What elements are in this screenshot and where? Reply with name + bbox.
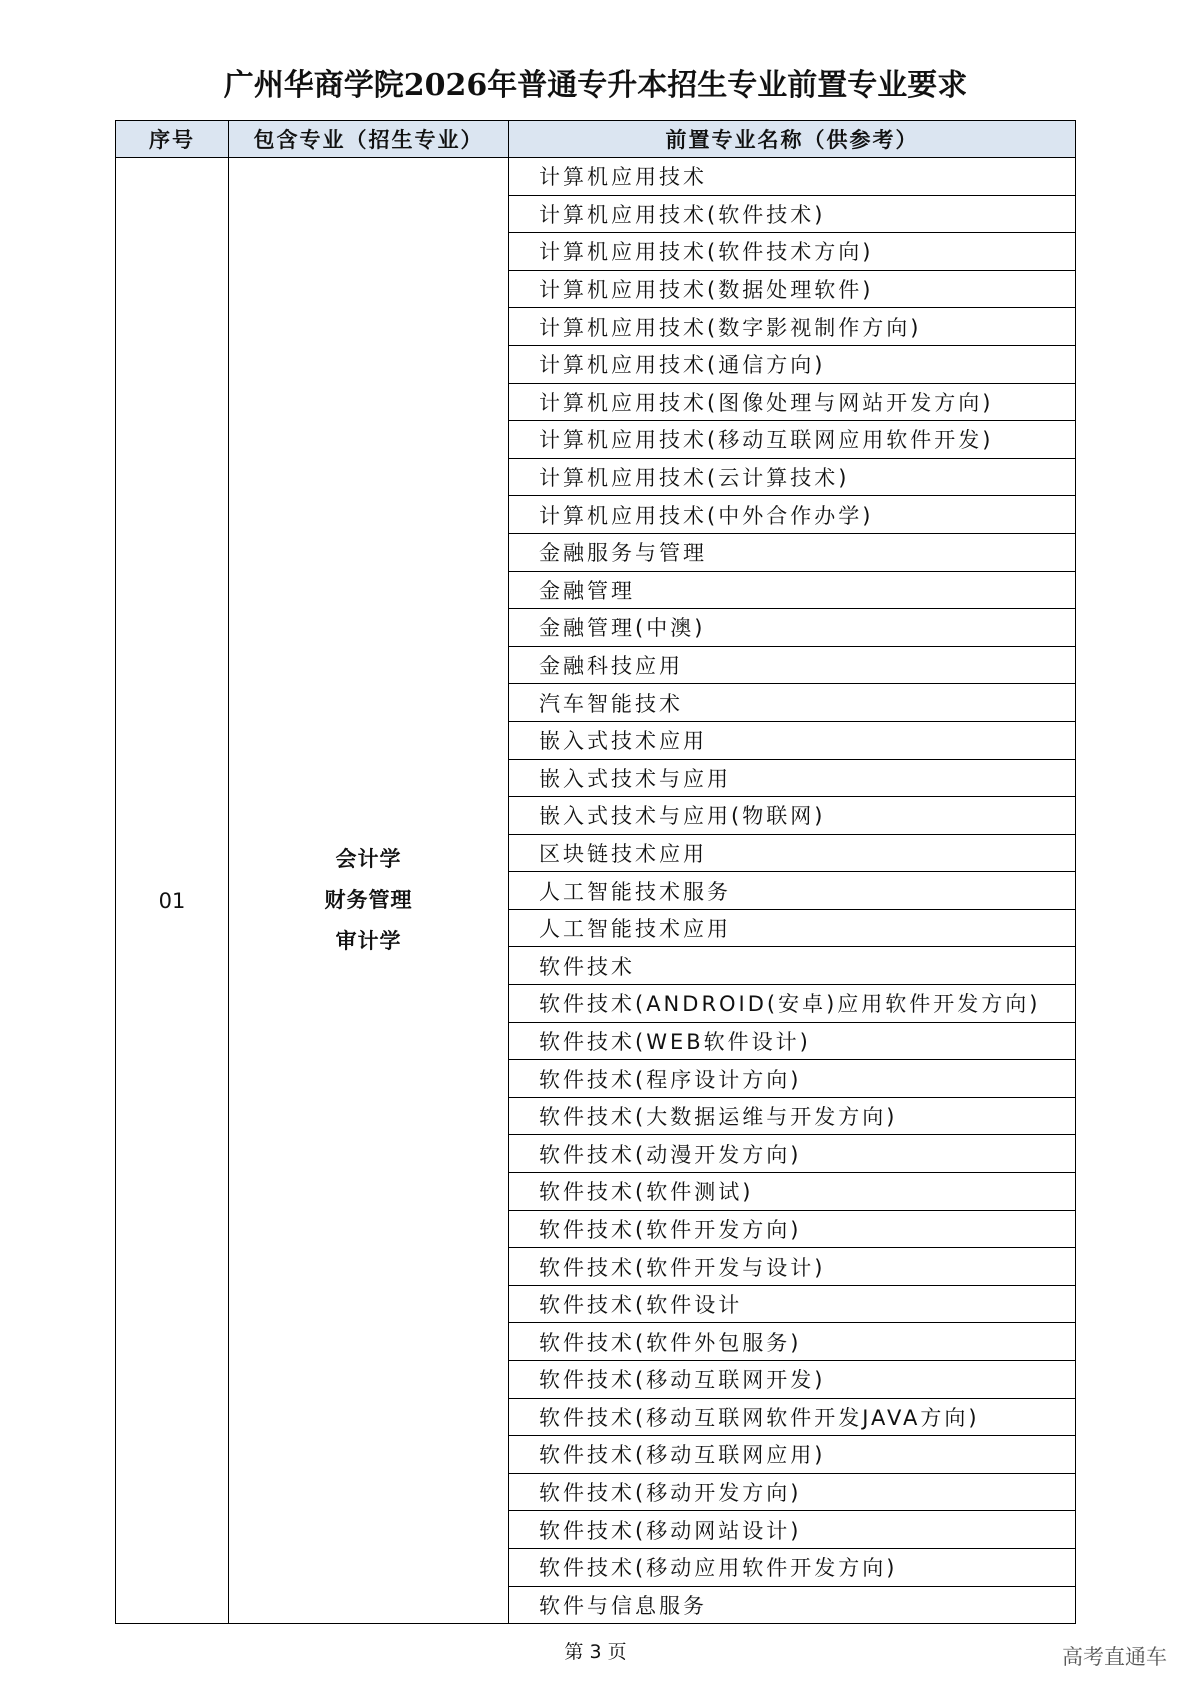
prerequisite-major: 软件技术(移动网站设计) [509,1511,1076,1549]
prerequisite-major: 计算机应用技术(数据处理软件) [509,270,1076,308]
prerequisite-major: 汽车智能技术 [509,684,1076,722]
prerequisite-major: 软件技术(软件开发与设计) [509,1248,1076,1286]
prerequisite-major: 嵌入式技术应用 [509,721,1076,759]
prerequisite-major: 计算机应用技术(软件技术方向) [509,233,1076,271]
prerequisite-major: 计算机应用技术(图像处理与网站开发方向) [509,383,1076,421]
seq-cell: 01 [116,158,229,1624]
prerequisite-major: 金融管理(中澳) [509,609,1076,647]
document-title: 广州华商学院2026年普通专升本招生专业前置专业要求 [223,68,968,103]
prerequisite-major: 计算机应用技术(移动互联网应用软件开发) [509,421,1076,459]
major-name: 会计学 [335,846,402,871]
major-name: 财务管理 [324,887,413,912]
header-prerequisites: 前置专业名称（供参考） [509,121,1076,158]
prerequisite-major: 软件技术(程序设计方向) [509,1060,1076,1098]
prerequisite-major: 人工智能技术服务 [509,872,1076,910]
prerequisite-major: 区块链技术应用 [509,834,1076,872]
majors-cell [229,158,509,1624]
prerequisite-major: 软件技术(移动开发方向) [509,1473,1076,1511]
table-header-row [116,121,1076,158]
prerequisite-major: 金融管理 [509,571,1076,609]
prerequisite-major: 软件技术(软件外包服务) [509,1323,1076,1361]
prerequisite-major: 软件技术(移动互联网软件开发JAVA方向) [509,1398,1076,1436]
prerequisite-major: 软件与信息服务 [509,1586,1076,1624]
watermark: 高考直通车 [1062,1645,1167,1669]
prerequisite-major: 软件技术(移动互联网应用) [509,1436,1076,1474]
prerequisite-major: 嵌入式技术与应用 [509,759,1076,797]
prerequisite-major: 软件技术(大数据运维与开发方向) [509,1097,1076,1135]
prerequisite-major: 计算机应用技术(通信方向) [509,345,1076,383]
prerequisite-major: 计算机应用技术(数字影视制作方向) [509,308,1076,346]
prerequisite-major: 软件技术(WEB软件设计) [509,1022,1076,1060]
prerequisite-major: 计算机应用技术(云计算技术) [509,458,1076,496]
header-seq: 序号 [116,121,229,158]
prerequisite-major: 嵌入式技术与应用(物联网) [509,797,1076,835]
prerequisite-major: 软件技术 [509,947,1076,985]
prerequisite-major: 软件技术(ANDROID(安卓)应用软件开发方向) [509,985,1076,1023]
major-name: 审计学 [335,928,402,953]
prerequisite-major: 金融科技应用 [509,646,1076,684]
table-body [116,158,1076,1624]
prerequisite-major: 软件技术(动漫开发方向) [509,1135,1076,1173]
prerequisite-major: 软件技术(移动互联网开发) [509,1361,1076,1399]
prerequisite-major: 计算机应用技术 [509,158,1076,196]
table-row [116,158,1076,196]
prerequisite-major: 软件技术(软件开发方向) [509,1210,1076,1248]
prerequisite-major: 软件技术(软件测试) [509,1173,1076,1211]
prerequisite-major: 金融服务与管理 [509,533,1076,571]
prerequisite-table [115,120,1076,1624]
prerequisite-major: 软件技术(软件设计 [509,1285,1076,1323]
prerequisite-major: 计算机应用技术(软件技术) [509,195,1076,233]
page-number: 第 3 页 [564,1641,627,1663]
header-majors: 包含专业（招生专业） [229,121,509,158]
prerequisite-major: 计算机应用技术(中外合作办学) [509,496,1076,534]
prerequisite-major: 软件技术(移动应用软件开发方向) [509,1548,1076,1586]
prerequisite-major: 人工智能技术应用 [509,909,1076,947]
